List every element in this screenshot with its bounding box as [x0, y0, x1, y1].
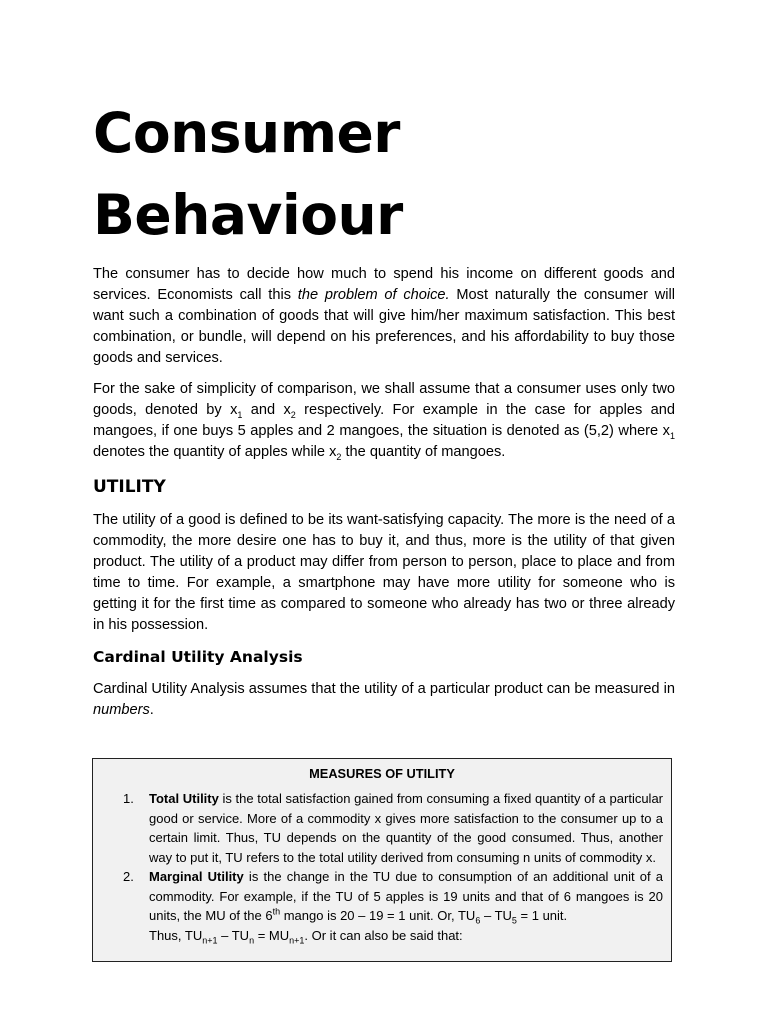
emphasis-problem-of-choice: the problem of choice.: [297, 287, 450, 303]
measures-of-utility-box: [92, 758, 672, 962]
list-item-total-utility: 1. Total Utility is the total satisfaction gained from consuming a fixed quantity of a particular good or service. More of a commodity x gives more satisfaction to the consumer up to a certain limit. Thus, TU depends on the quantity of the good consumed. Thus, another way to put it, TU refers to the total utility derived from consuming n units of commodity x.: [123, 791, 664, 865]
title-line-2: Behaviour: [93, 183, 403, 247]
term-marginal-utility: Marginal Utility: [149, 869, 244, 884]
page-title: [93, 92, 675, 256]
intro-paragraph-2: For the sake of simplicity of comparison, we shall assume that a consumer uses only two goods, denoted by $x_1$ and $x_2$ respectively. For example in the case for apples and mangoes, if one buys 5 apples and 2 mangoes, the situation is denoted as (5,2) where $x_1$ denotes the quantity of apples while $x_2$ the quantity of mangoes.: [93, 381, 675, 462]
cardinal-utility-paragraph: Cardinal Utility Analysis assumes that the utility of a particular product can be measured in numbers.: [93, 681, 675, 718]
intro-paragraph-1: The consumer has to decide how much to spend his income on different goods and services. Economists call this the problem of choice. Most naturally the consumer will want such a combination of goods that will give him/her maximum satisfaction. This best combination, or bundle, will depend on his preferences, and his affordability to buy those goods and services.: [93, 266, 675, 366]
marginal-utility-formula-line: Thus, $TU_{n+1} - TU_n = MU_{n+1}$. Or it can also be said that:: [149, 927, 463, 946]
term-total-utility: Total Utility: [149, 791, 219, 806]
utility-paragraph: The utility of a good is defined to be its want-satisfying capacity. The more is the need of a commodity, the more desire one has to buy it, and thus, more is the utility of that given product. The utility of a product may differ from person to person, place to place and from time to time. For example, a smartphone may have more utility for someone who is getting it for the first time as compared to someone who already has two or three already in his possession.: [93, 512, 675, 633]
measures-list: [93, 789, 671, 945]
list-item-marginal-utility: 2. Marginal Utility is the change in the TU due to consumption of an additional unit of a commodity. For example, if the TU of 5 apples is 19 units and that of 6 mangoes is 20 units, the MU of the 6th mango is 20 – 19 = 1 unit. Or, $TU_6 - TU_5 = 1$ unit. Thus, $TU_{n+1} - TU_n = MU_{n+1}$. Or it can also be said that:: [123, 869, 663, 946]
emphasis-numbers: numbers: [93, 702, 150, 718]
measures-box-title: MEASURES OF UTILITY: [309, 766, 455, 781]
list-number: 1.: [123, 791, 134, 806]
title-line-1: Consumer: [93, 101, 400, 165]
cardinal-utility-heading: Cardinal Utility Analysis: [93, 648, 303, 666]
list-number: 2.: [123, 869, 134, 884]
utility-heading: UTILITY: [93, 477, 166, 497]
